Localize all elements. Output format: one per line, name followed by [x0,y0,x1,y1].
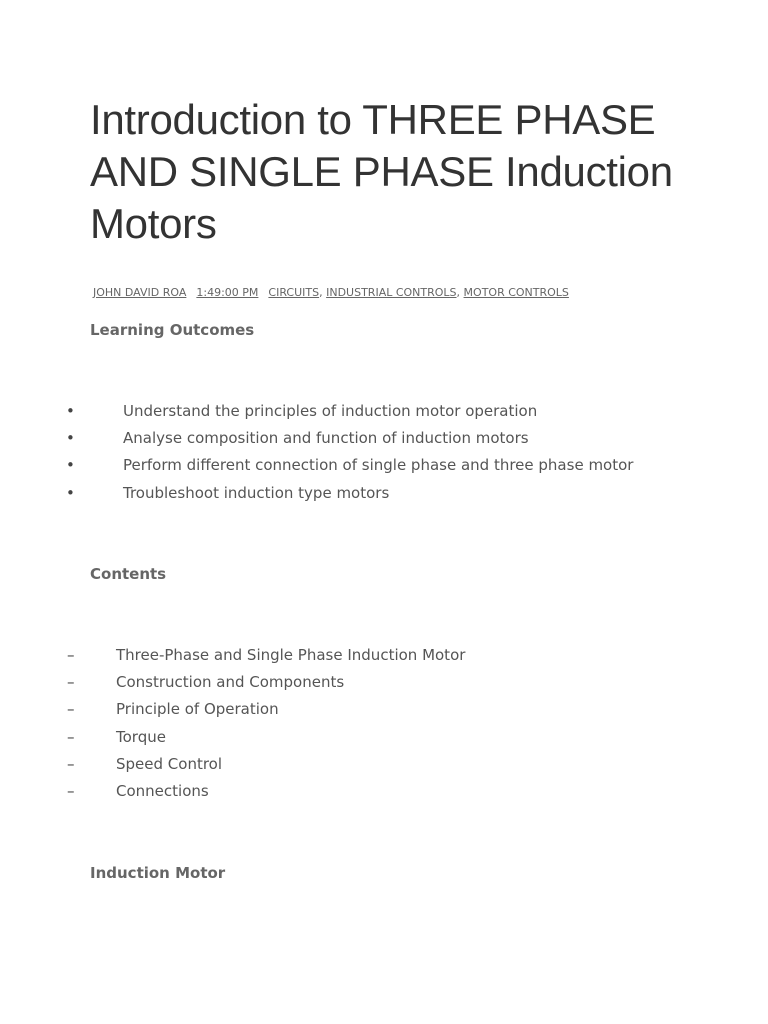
list-item-text: Troubleshoot induction type motors [123,483,390,502]
contents-heading: Contents [90,565,167,583]
label-separator: , [319,286,323,299]
bullet-icon: • [66,402,75,420]
label-link-motor-controls[interactable]: MOTOR CONTROLS [463,286,569,299]
label-link-industrial-controls[interactable]: INDUSTRIAL CONTROLS [326,286,457,299]
list-item-text: Connections [116,781,209,800]
dash-icon: – [67,754,75,773]
learning-outcomes-heading: Learning Outcomes [90,321,255,339]
timestamp-link[interactable]: 1:49:00 PM [196,286,259,299]
label-link-circuits[interactable]: CIRCUITS [268,286,320,299]
post-title: Introduction to THREE PHASE AND SINGLE PHASE Induction Motors [90,96,673,247]
list-item-text: Torque [116,727,166,746]
list-item-text: Analyse composition and function of induction motors [123,429,529,448]
list-item-text: Construction and Components [116,673,345,692]
dash-icon: – [67,781,75,800]
dash-icon: – [67,646,75,664]
dash-icon: – [67,673,75,692]
author-link[interactable]: JOHN DAVID ROA [93,286,187,299]
list-item-text: Three-Phase and Single Phase Induction Motor [116,646,466,664]
post-meta [93,286,569,300]
dash-icon: – [67,700,75,719]
dash-icon: – [67,727,75,746]
bullet-icon: • [66,456,75,475]
list-item-text: Understand the principles of induction motor operation [123,402,538,420]
list-item-text: Principle of Operation [116,700,279,719]
bullet-icon: • [66,429,75,448]
bullet-icon: • [66,483,75,502]
label-separator: , [456,286,461,299]
list-item-text: Speed Control [116,754,223,773]
induction-motor-heading: Induction Motor [90,864,226,882]
list-item-text: Perform different connection of single phase and three phase motor [123,456,634,475]
